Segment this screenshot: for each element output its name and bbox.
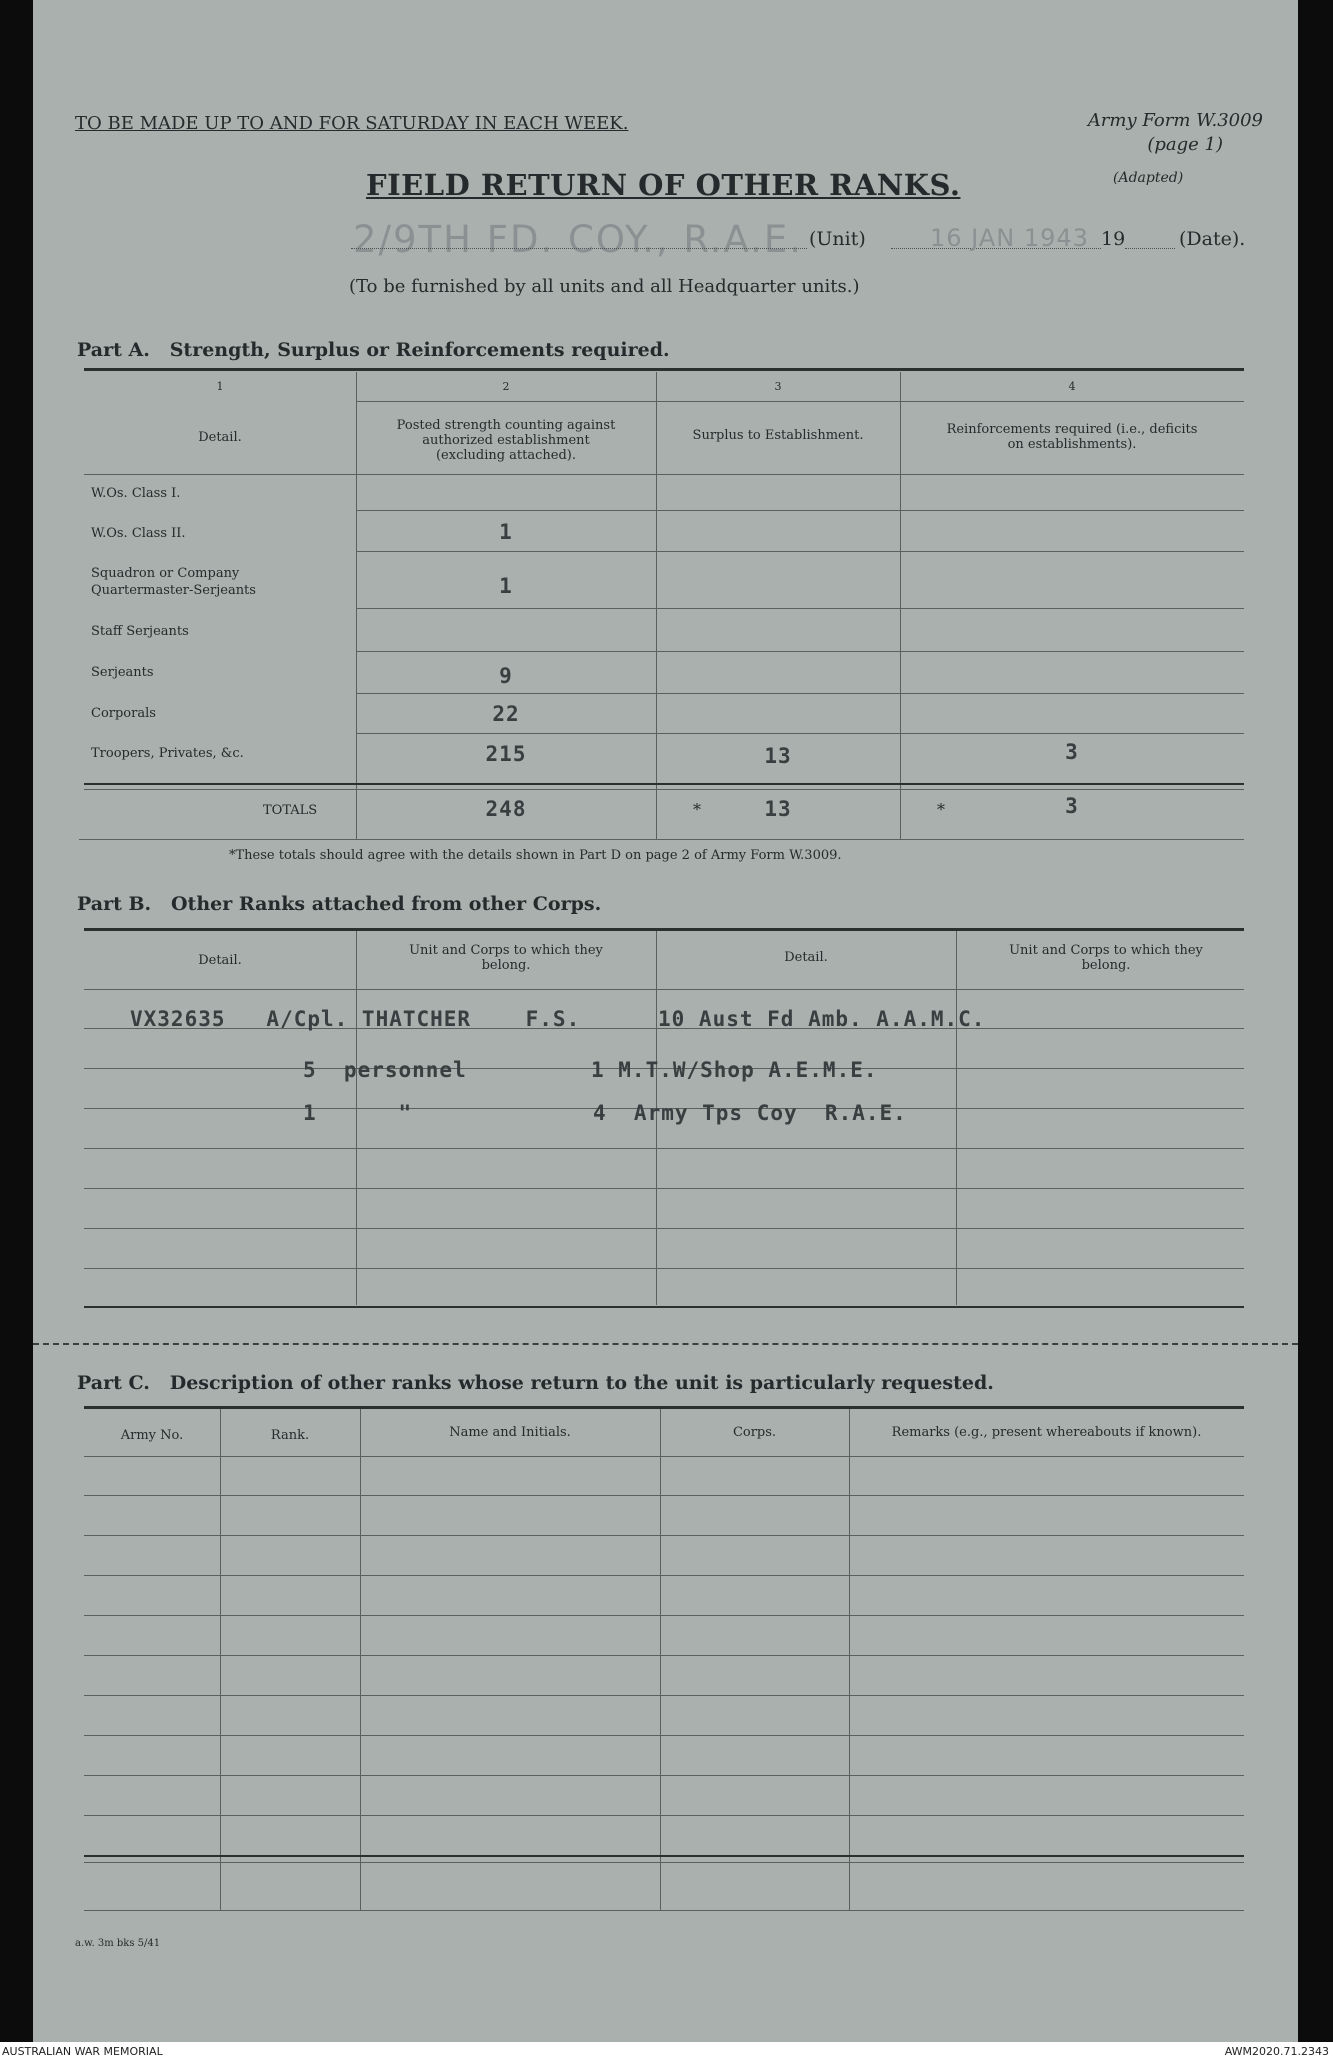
part-a-footnote: *These totals should agree with the details shown in Part D on page 2 of Army Form W.3009.: [229, 848, 842, 863]
part-c-heading: Part C. Description of other ranks whose return to the unit is particularly requested.: [77, 1372, 994, 1394]
value-posted-cqms: 1: [499, 574, 513, 598]
page-title: FIELD RETURN OF OTHER RANKS.: [366, 168, 961, 202]
part-a-col-number: 3: [774, 380, 782, 393]
part-c-header-name: Name and Initials.: [449, 1425, 571, 1440]
total-surplus: 13: [764, 797, 792, 821]
attached-entry-unit: 1 M.T.W/Shop A.E.M.E.: [591, 1058, 878, 1082]
part-a-col-divider: [356, 372, 357, 839]
part-a-row-rule: [356, 733, 1244, 734]
part-c-row-rule: [84, 1775, 1244, 1776]
perforation-line: [33, 1343, 1298, 1345]
value-reinf-pte: 3: [1065, 740, 1079, 764]
attached-entry-detail: 5 personnel: [303, 1058, 467, 1082]
unit-stamp: 2/9TH FD. COY., R.A.E.: [353, 218, 804, 261]
archive-footer: [0, 2042, 1333, 2061]
part-b-header-rule: [84, 989, 1244, 990]
row-detail-cqms: Squadron or Company Quartermaster-Serjeants: [91, 566, 256, 598]
total-reinf-asterisk: *: [937, 800, 945, 819]
part-c-top-rule: [84, 1406, 1244, 1409]
footer-institution: AUSTRALIAN WAR MEMORIAL: [2, 2045, 163, 2058]
form-page: (page 1): [1147, 134, 1223, 155]
value-posted-sgt: 9: [499, 664, 513, 688]
part-b-row-rule: [84, 1188, 1244, 1189]
part-c-col-divider: [660, 1409, 661, 1911]
value-posted-wo2: 1: [499, 520, 513, 544]
instruction-text: TO BE MADE UP TO AND FOR SATURDAY IN EACH WEEK.: [75, 113, 629, 134]
part-b-col-divider: [956, 931, 957, 1305]
value-posted-pte: 215: [485, 742, 527, 766]
part-c-row-rule: [84, 1535, 1244, 1536]
part-a-row-rule: [356, 551, 1244, 552]
part-a-row-rule: [356, 608, 1244, 609]
part-c-row-rule-thick: [84, 1855, 1244, 1857]
part-a-header-detail: Detail.: [198, 430, 242, 445]
value-posted-cpl: 22: [492, 702, 520, 726]
part-a-totals-rule-2: [84, 789, 1244, 790]
part-a-col-number: 4: [1068, 380, 1076, 393]
part-c-col-divider: [849, 1409, 850, 1911]
part-a-heading: Part A. Strength, Surplus or Reinforcements required.: [77, 339, 670, 361]
part-c-header-remarks: Remarks (e.g., present whereabouts if known).: [891, 1425, 1202, 1440]
part-a-col-divider: [900, 372, 901, 839]
form-adapted: (Adapted): [1113, 170, 1184, 186]
part-c-row-rule: [84, 1615, 1244, 1616]
part-a-header-rule: [356, 401, 1244, 402]
part-a-row-rule: [356, 651, 1244, 652]
part-a-header-bottom-rule: [84, 474, 1244, 475]
row-detail-sgt: Serjeants: [91, 665, 154, 680]
attached-entry-unit: 4 Army Tps Coy R.A.E.: [593, 1101, 907, 1125]
part-c-header-corps: Corps.: [732, 1425, 777, 1440]
attached-entry-detail: 1 ": [303, 1101, 413, 1125]
unit-dotted-line: [351, 248, 807, 249]
date-label: (Date).: [1179, 228, 1246, 250]
part-b-header-unit: Unit and Corps to which they belong.: [409, 943, 603, 973]
part-b-top-rule: [84, 928, 1244, 931]
part-b-header-detail-2: Detail.: [784, 950, 828, 965]
part-c-row-rule: [84, 1815, 1244, 1816]
footer-accession: AWM2020.71.2343: [1224, 2045, 1329, 2058]
part-a-row-rule: [356, 693, 1244, 694]
total-posted: 248: [485, 797, 527, 821]
part-a-totals-rule: [84, 783, 1244, 785]
part-a-header-surplus: Surplus to Establishment.: [692, 428, 864, 443]
total-surplus-asterisk: *: [693, 800, 701, 819]
part-c-row-rule: [84, 1495, 1244, 1496]
part-a-row-rule: [356, 510, 1244, 511]
part-b-header-detail: Detail.: [198, 953, 242, 968]
part-c-header-rule: [84, 1456, 1244, 1457]
row-detail-ssgt: Staff Serjeants: [91, 624, 189, 639]
part-a-col-number: 2: [502, 380, 510, 393]
part-b-heading: Part B. Other Ranks attached from other Corps.: [77, 893, 602, 915]
row-detail-wo2: W.Os. Class II.: [91, 526, 186, 541]
attached-entry-detail: VX32635 A/Cpl. THATCHER F.S.: [130, 1007, 581, 1031]
part-c-row-rule: [84, 1862, 1244, 1863]
part-c-col-divider: [220, 1409, 221, 1911]
part-a-header-posted: Posted strength counting against authorized establishment (excluding attached).: [396, 418, 616, 463]
part-a-header-reinf: Reinforcements required (i.e., deficits on establishments).: [946, 422, 1198, 452]
part-c-col-divider: [360, 1409, 361, 1911]
part-c-row-rule: [84, 1655, 1244, 1656]
date-suffix: 19: [1101, 228, 1126, 250]
part-b-row-rule: [84, 1228, 1244, 1229]
unit-label: (Unit): [809, 228, 866, 250]
part-c-row-rule: [84, 1735, 1244, 1736]
totals-label: TOTALS: [263, 803, 318, 818]
part-c-row-rule: [84, 1575, 1244, 1576]
part-a-col-number: 1: [216, 380, 224, 393]
part-a-bottom-rule: [79, 839, 1244, 840]
part-c-bottom-rule: [84, 1910, 1244, 1911]
row-detail-cpl: Corporals: [91, 706, 156, 721]
form-name: Army Form W.3009: [1087, 110, 1263, 131]
date-stamp: 16 JAN 1943: [930, 224, 1089, 252]
row-detail-pte: Troopers, Privates, &c.: [91, 746, 244, 761]
furnish-note: (To be furnished by all units and all Headquarter units.): [349, 276, 860, 297]
printer-mark: a.w. 3m bks 5/41: [75, 1938, 161, 1949]
attached-entry-unit: 10 Aust Fd Amb. A.A.M.C.: [658, 1007, 986, 1031]
date-dotted-line-2: [1125, 248, 1175, 249]
part-c-row-rule: [84, 1695, 1244, 1696]
value-surplus-pte: 13: [764, 744, 792, 768]
part-b-header-unit-2: Unit and Corps to which they belong.: [1009, 943, 1203, 973]
part-c-header-rank: Rank.: [270, 1428, 310, 1443]
total-reinf: 3: [1065, 794, 1079, 818]
part-b-row-rule: [84, 1148, 1244, 1149]
form-sheet: [33, 0, 1298, 2042]
part-b-bottom-rule: [84, 1306, 1244, 1308]
part-b-row-rule: [84, 1268, 1244, 1269]
part-a-top-rule: [84, 368, 1244, 371]
row-detail-wo1: W.Os. Class I.: [91, 486, 181, 501]
part-c-header-army-no: Army No.: [120, 1428, 184, 1443]
